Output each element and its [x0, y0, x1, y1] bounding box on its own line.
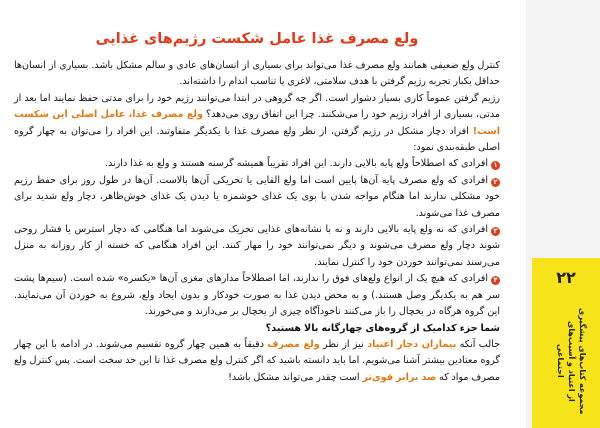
page-title: ولع مصرف غذا عامل شکست رژیم‌های غذایی	[95, 31, 419, 47]
number-badge: ۳	[491, 227, 500, 236]
number-badge: ۲	[491, 178, 500, 187]
number-badge: ۱	[491, 161, 500, 170]
list-item-text: افرادی که نه ولع پایه بالایی دارند و نه با نشانه‌های غذایی تحریک می‌شوند اما هنگامی که دچار استرس یا فشار روحی شوند دچار ولع مصرف می‌شوند و دیگر نمی‌توانند خود را مهار کنند. این افراد هنگامی که خسته از کار روزانه به منزل می‌رسند نمی‌توانند خوردن خود را کنترل نمایند.	[14, 224, 500, 268]
page-number: ۲۲	[556, 268, 576, 287]
diet-text-2: افراد دچار مشکل در رژیم گرفتن، از نظر ولع مصرف غذا با یکدیگر متفاوتند. این افراد را می‌توان به چهار گروه اصلی طبقه‌بندی نمود:	[14, 125, 500, 154]
closing-text-4: است چقدر می‌تواند مشکل باشد!	[228, 371, 363, 383]
list-item-text: افرادی که ولع مصرف پایه آن‌ها پایین است اما ولع القایی یا تحریکی آن‌ها بالاست. آن‌ها در طول روز برای حفظ رژیم خود مشکلی ندارند اما هنگام مواجه شدن با بوی یک غذای خوشمزه یا دیدن یک غذای خوش‌ظاهر، دچار ولع شدید برای مصرف غذا می‌شوند.	[14, 174, 500, 219]
closing-text-3: دقیقاً به همین چهار گروه تقسیم می‌شوند. در ادامه با این چهار گروه معتادین بیشتر آشنا می‌شویم. اما باید دانسته باشید که اگر کنترل ولع مصرف غذا تا این حد سخت است. پس کنترل ولع مصرف مواد که	[14, 338, 500, 383]
highlight-stronger: صد برابر قوی‌تر	[362, 371, 437, 383]
list-item	[14, 271, 500, 320]
closing-text-2: نیز از نظر	[319, 338, 368, 350]
list-item	[14, 156, 500, 172]
highlight-addicts: بیماران دچار اعتیاد	[367, 338, 457, 350]
list-item-text: افرادی که هیچ یک از انواع ولع‌های فوق را ندارند، اما اصطلاحاً مدارهای مغزی آن‌ها «یکسره» شده است. (سیم‌ها پشت سر هم به یکدیگر وصل هستند.) و به محض دیدن غذا به صورت خودکار و بدون ایجاد ولع، شروع به خوردن آن می‌نمایند. این گروه هرگاه در یخچال را باز می‌کنند ناخودآگاه چیزی از یخچال بر می‌دارند و می‌خورند.	[14, 273, 500, 318]
intro-paragraph: کنترل ولع ضعیفی همانند ولع مصرف غذا می‌تواند برای بسیاری از انسان‌های عادی و سالم مشکل باشد. بسیاری از انسان‌ها حداقل یکبار تجربه رژیم گرفتن با هدف سلامتی، لاغری یا تناسب اندام را داشته‌اند.	[14, 60, 500, 88]
list-item	[14, 173, 500, 222]
number-badge: ۴	[491, 276, 500, 285]
chapter-tab	[532, 258, 600, 428]
closing-paragraph	[14, 337, 500, 386]
list-item	[14, 222, 500, 271]
question: شما جزء کدامیک از گروه‌های چهارگانه بالا هستید؟	[265, 322, 500, 334]
closing-text-1: جالب آنکه	[456, 338, 501, 350]
highlight-craving: ولع مصرف	[267, 338, 320, 350]
diet-text-1: رژیم گرفتن عموماً کاری بسیار دشوار است. اگر چه گروهی در ابتدا می‌توانند رژیم خود را برای مدتی حفظ نمایند اما بعد از مدتی، بسیاری از افراد رژیم خود را می‌شکنند. چرا این اتفاق روی می‌دهد؟	[14, 92, 500, 121]
list-item-text: افرادی که اصطلاحاً ولع پایه بالایی دارند. این افراد تقریباً همیشه گرسنه هستند و ولع به غذا دارند.	[104, 158, 488, 170]
diet-paragraph	[14, 91, 500, 157]
series-title: مجموعه کتاب‌های پیشگیری از اعتیاد و آسیب‌های اجتماعی	[556, 307, 587, 415]
highlight-cause: ولع مصرف غذا، عامل اصلی این شکست است!	[14, 109, 500, 137]
